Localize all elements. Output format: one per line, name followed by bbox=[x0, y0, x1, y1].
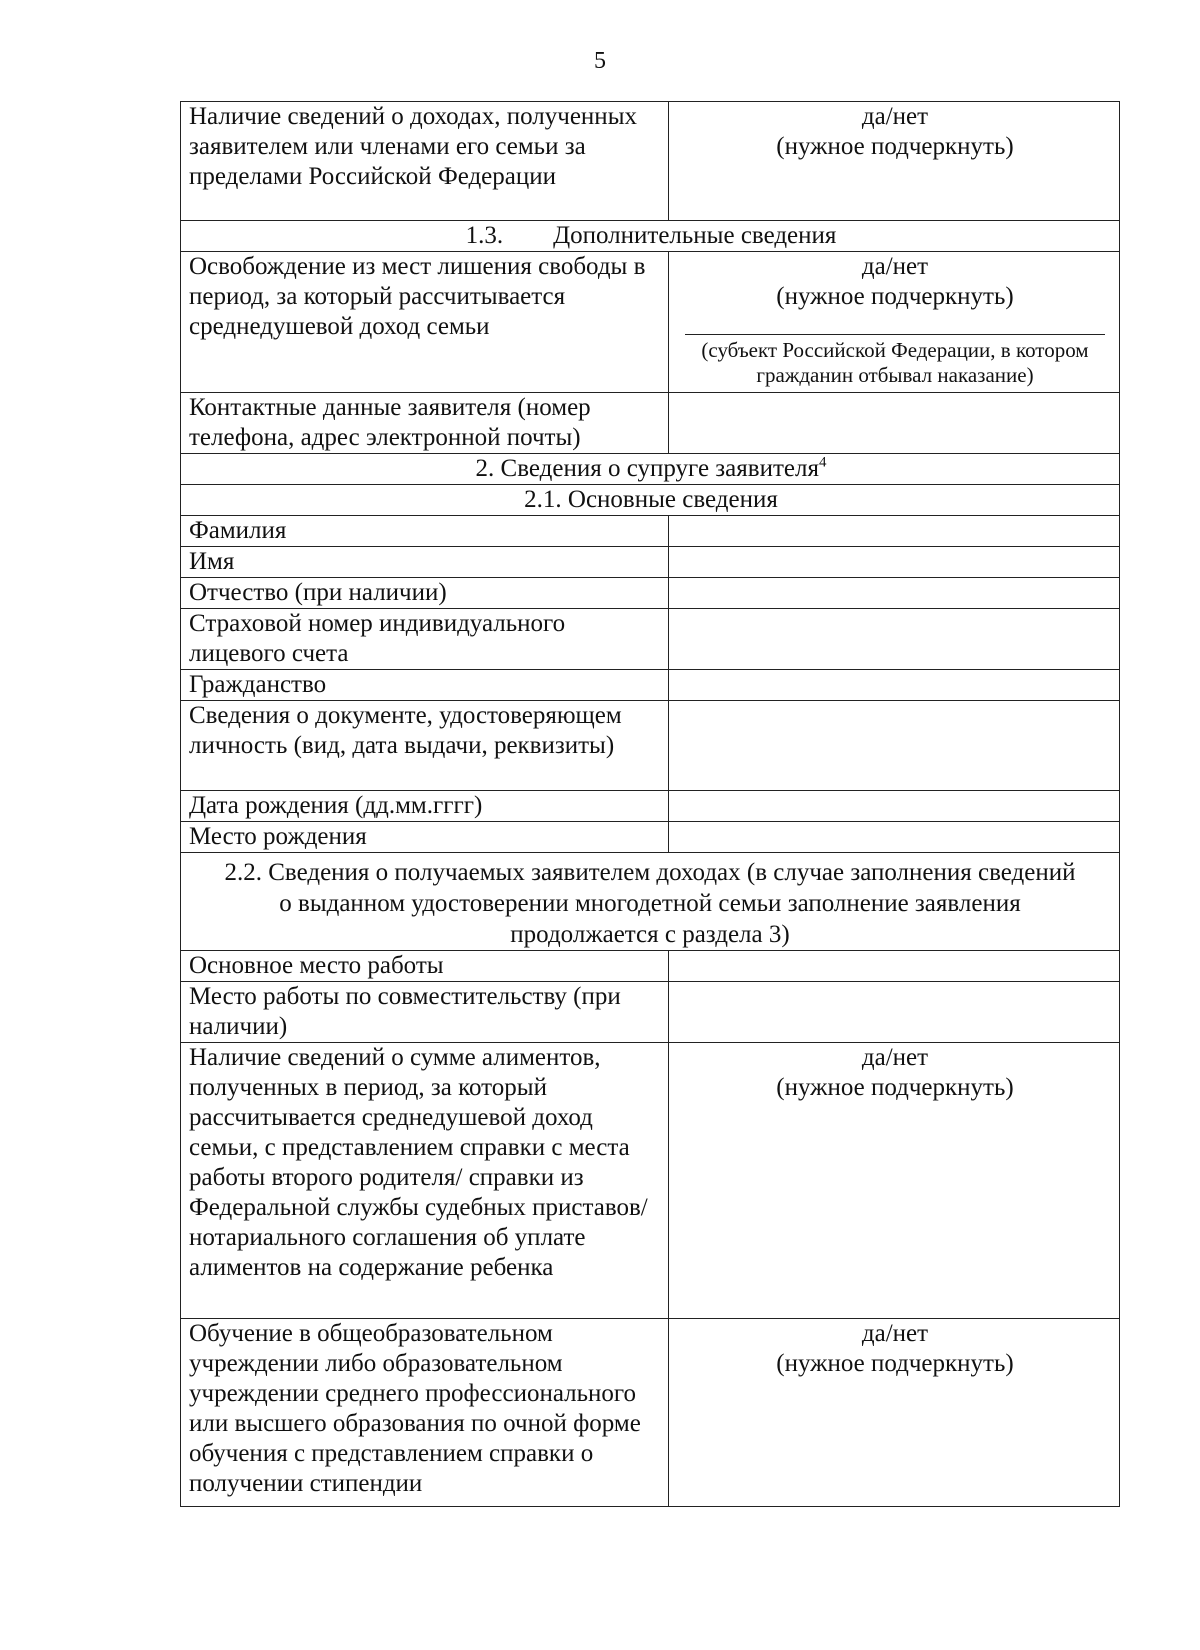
underline-hint: (нужное подчеркнуть) bbox=[776, 283, 1014, 310]
alimony-answer[interactable] bbox=[669, 1043, 1120, 1319]
field-input[interactable] bbox=[669, 516, 1120, 547]
yes-no-option: да/нет bbox=[861, 103, 929, 130]
release-answer[interactable] bbox=[669, 252, 1120, 393]
yes-no-option: да/нет bbox=[861, 1044, 929, 1071]
table-row bbox=[181, 102, 1120, 221]
field-label: Основное место работы bbox=[181, 951, 669, 982]
table-row bbox=[181, 221, 1120, 252]
field-label: Имя bbox=[181, 547, 669, 578]
section-2-2-heading: 2.2. Сведения о получаемых заявителем доходах (в случае заполнения сведений о выданном удостоверении многодетной семьи заполнение заявления продолжается с раздела 3) bbox=[181, 853, 1120, 951]
field-input[interactable] bbox=[669, 822, 1120, 853]
field-input[interactable] bbox=[669, 951, 1120, 982]
field-input[interactable] bbox=[669, 791, 1120, 822]
underline-hint: (нужное подчеркнуть) bbox=[776, 1350, 1014, 1377]
field-label: Сведения о документе, удостоверяющем личность (вид, дата выдачи, реквизиты) bbox=[181, 701, 669, 791]
table-row bbox=[181, 578, 1120, 609]
table-row bbox=[181, 454, 1120, 485]
table-row bbox=[181, 1043, 1120, 1319]
field-input[interactable] bbox=[669, 578, 1120, 609]
table-row bbox=[181, 393, 1120, 454]
underline-hint: (нужное подчеркнуть) bbox=[776, 1074, 1014, 1101]
table-row bbox=[181, 252, 1120, 393]
field-input[interactable] bbox=[669, 609, 1120, 670]
section-number: 1.3. bbox=[465, 222, 504, 249]
section-2-1-heading: 2.1. Основные сведения bbox=[181, 485, 1120, 516]
yes-no-option: да/нет bbox=[861, 1320, 929, 1347]
field-label: Дата рождения (дд.мм.гггг) bbox=[181, 791, 669, 822]
table-row bbox=[181, 670, 1120, 701]
table-row bbox=[181, 1319, 1120, 1507]
table-row bbox=[181, 485, 1120, 516]
page-number: 5 bbox=[594, 48, 606, 74]
table-row bbox=[181, 951, 1120, 982]
field-input[interactable] bbox=[669, 982, 1120, 1043]
study-label: Обучение в общеобразовательном учреждении либо образовательном учреждении среднего профессионального или высшего образования по очной форме обучения с представлением справки о получении стипендии bbox=[181, 1319, 669, 1507]
table-row bbox=[181, 822, 1120, 853]
field-input[interactable] bbox=[669, 547, 1120, 578]
table-row bbox=[181, 791, 1120, 822]
yes-no-option: да/нет bbox=[861, 253, 929, 280]
table-row bbox=[181, 609, 1120, 670]
field-input[interactable] bbox=[669, 701, 1120, 791]
table-row bbox=[181, 547, 1120, 578]
release-label: Освобождение из мест лишения свободы в период, за который рассчитывается среднедушевой доход семьи bbox=[181, 252, 669, 393]
field-label: Страховой номер индивидуального лицевого счета bbox=[181, 609, 669, 670]
section-title: 2. Сведения о супруге заявителя bbox=[475, 455, 819, 482]
field-label: Гражданство bbox=[181, 670, 669, 701]
field-label: Место работы по совместительству (при наличии) bbox=[181, 982, 669, 1043]
field-label: Место рождения bbox=[181, 822, 669, 853]
alimony-label: Наличие сведений о сумме алиментов, полученных в период, за который рассчитывается среднедушевой доход семьи, с представлением справки с места работы второго родителя/ справки из Федеральной службы судебных приставов/ нотариального соглашения об уплате алиментов на содержание ребенка bbox=[181, 1043, 669, 1319]
section-2-heading bbox=[181, 454, 1120, 485]
footnote-marker: 4 bbox=[818, 454, 827, 471]
contact-label: Контактные данные заявителя (номер телефона, адрес электронной почты) bbox=[181, 393, 669, 454]
application-form-table bbox=[180, 101, 1120, 1507]
table-row bbox=[181, 516, 1120, 547]
contact-input[interactable] bbox=[669, 393, 1120, 454]
table-row bbox=[181, 982, 1120, 1043]
table-row bbox=[181, 701, 1120, 791]
region-note: (субъект Российской Федерации, в котором гражданин отбывал наказание) bbox=[701, 338, 1089, 387]
section-1-3-heading bbox=[181, 221, 1120, 252]
table-row bbox=[181, 853, 1120, 951]
foreign-income-label: Наличие сведений о доходах, полученных заявителем или членами его семьи за пределами Российской Федерации bbox=[181, 102, 669, 221]
study-answer[interactable] bbox=[669, 1319, 1120, 1507]
field-input[interactable] bbox=[669, 670, 1120, 701]
foreign-income-answer[interactable] bbox=[669, 102, 1120, 221]
section-title: Дополнительные сведения bbox=[553, 222, 837, 249]
field-label: Отчество (при наличии) bbox=[181, 578, 669, 609]
field-label: Фамилия bbox=[181, 516, 669, 547]
underline-hint: (нужное подчеркнуть) bbox=[776, 133, 1014, 160]
